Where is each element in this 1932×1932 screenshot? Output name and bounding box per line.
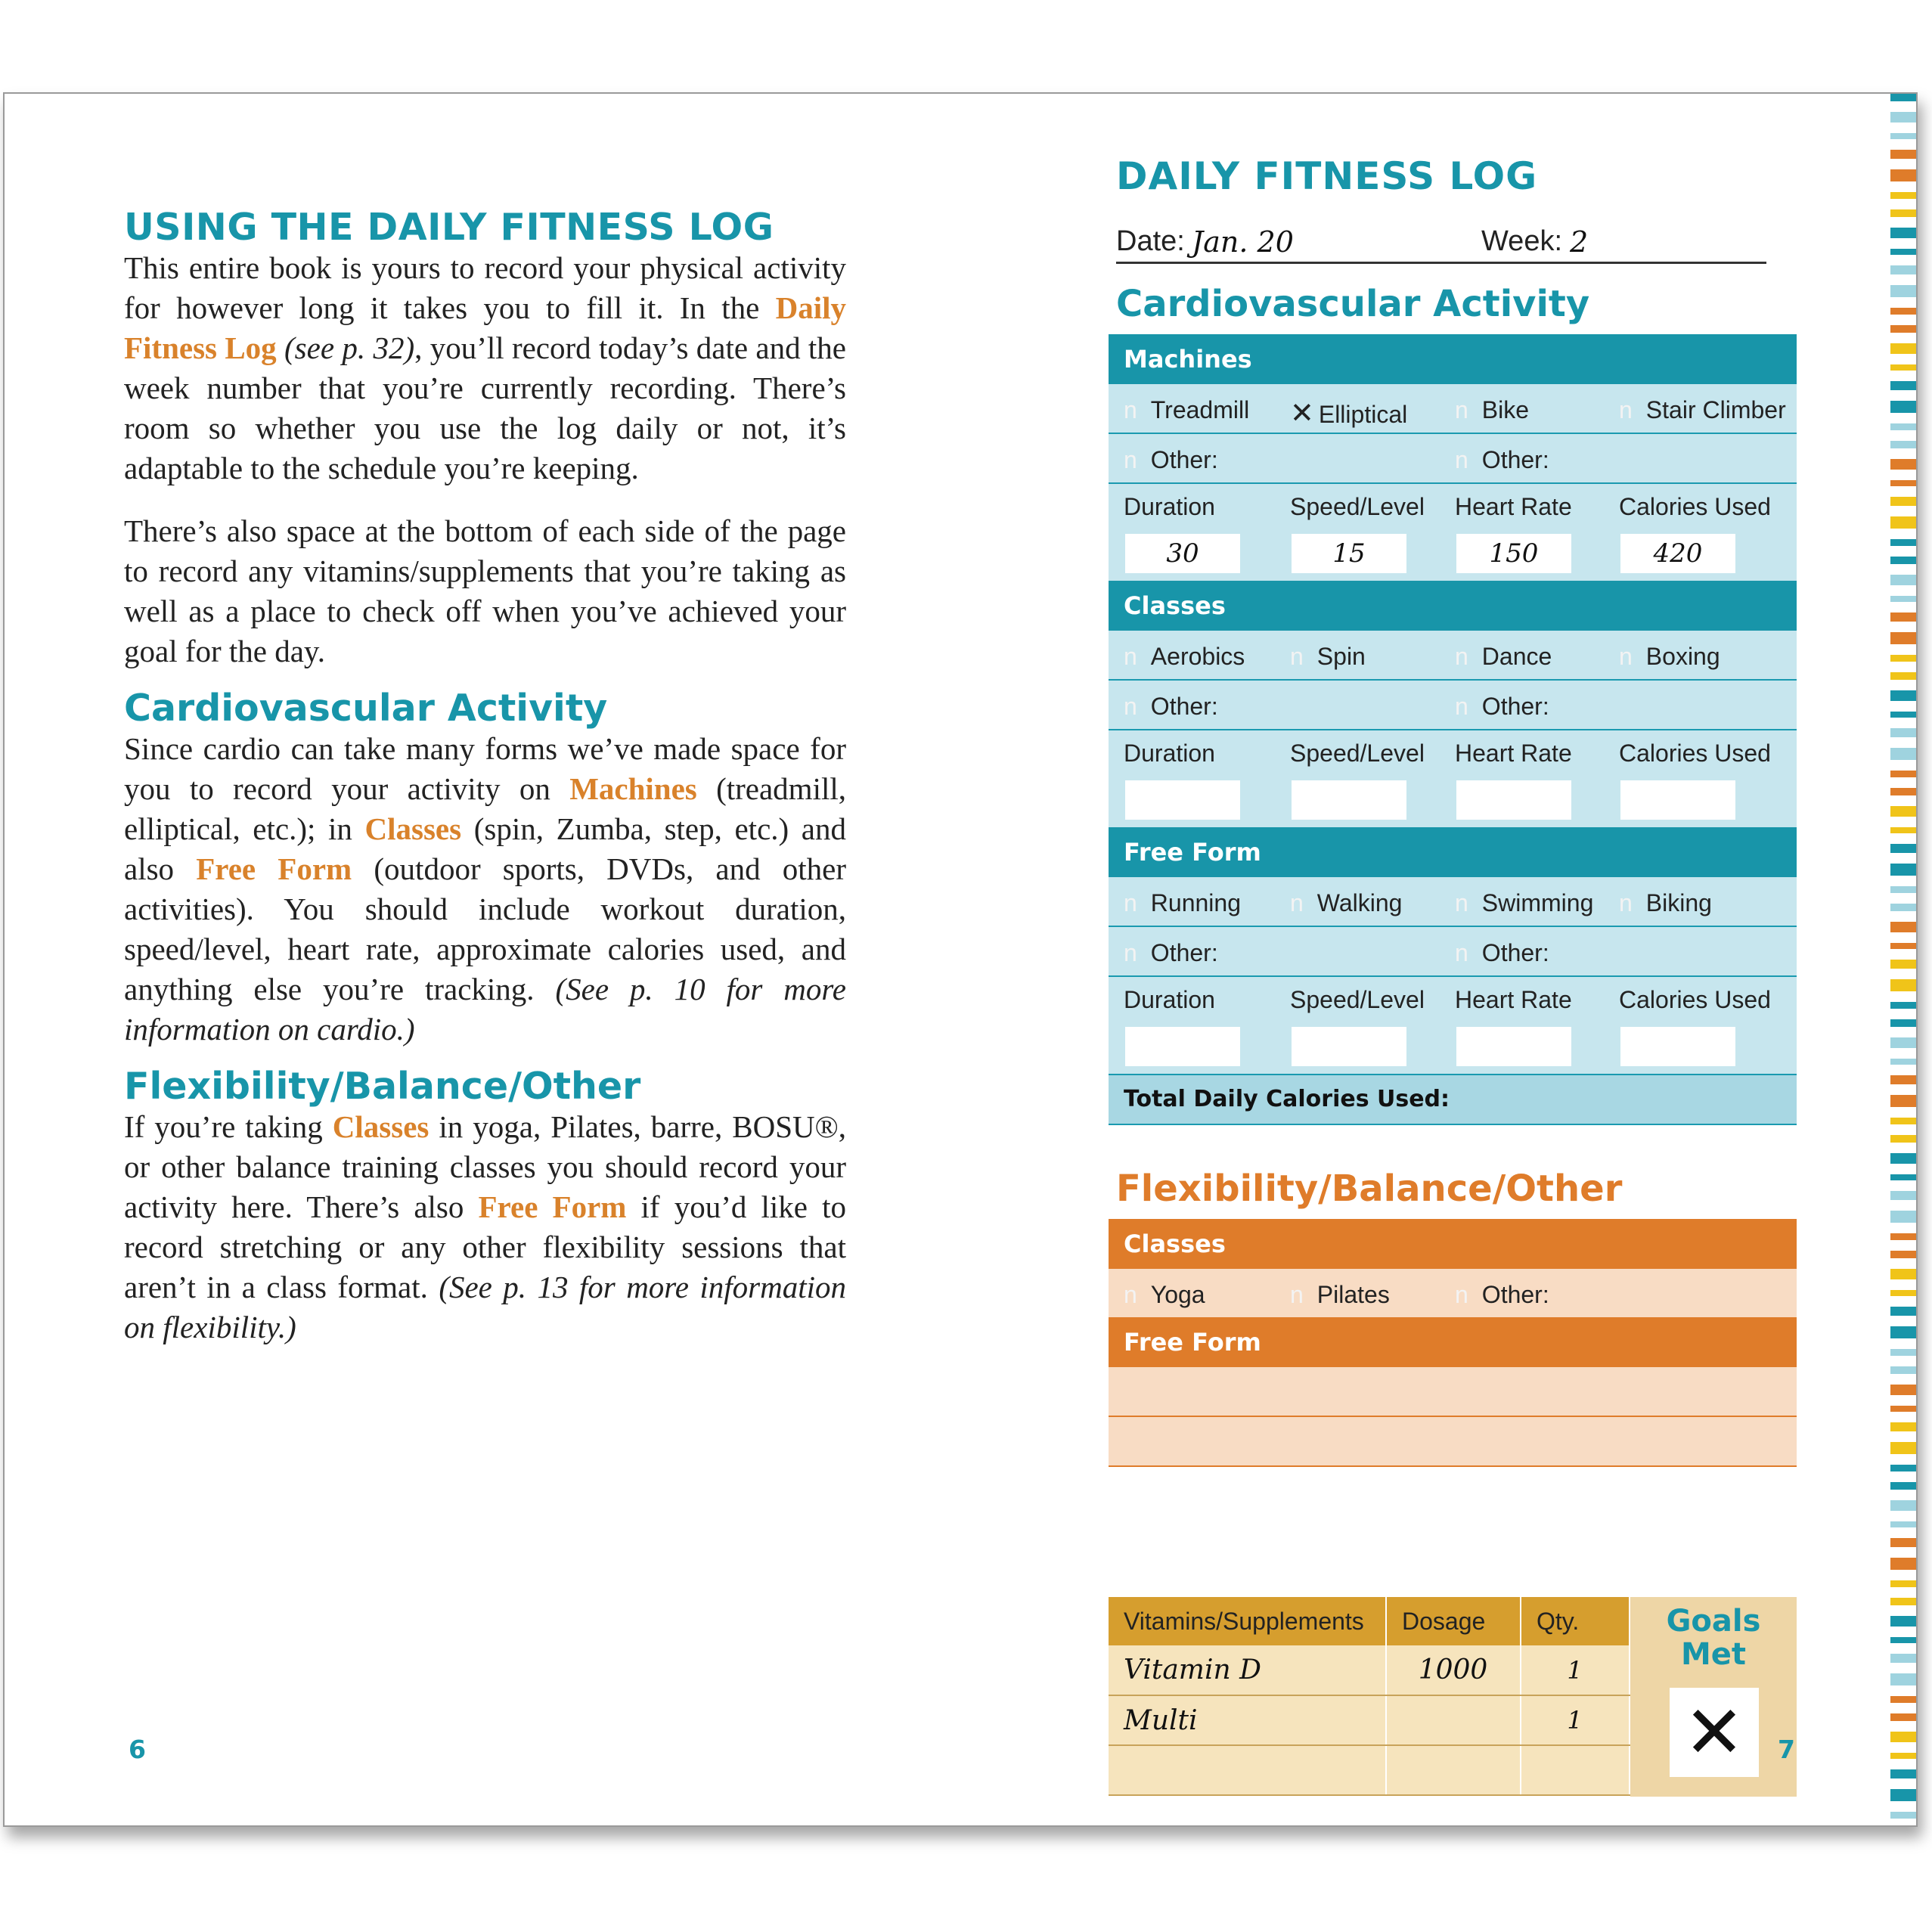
stripe [1890,1251,1918,1258]
duration-input[interactable]: 30 [1125,534,1240,573]
stripe [1890,788,1918,795]
flex-classes-term: Classes [332,1109,430,1144]
stripe [1890,1095,1918,1107]
stripe [1890,672,1918,680]
stripe [1890,655,1918,662]
stat-label-heart-rate: Heart Rate [1455,986,1572,1013]
intro-text-a: This entire book is yours to record your physical activity for however long it takes you to fill it. In the [124,250,846,325]
date-week-line [1116,222,1766,264]
speed-input[interactable] [1292,780,1406,820]
other-label: Other: [1481,939,1549,966]
option-label: Other: [1481,1281,1549,1308]
option-boxing[interactable] [1619,643,1720,671]
flex-classes-header: Classes [1109,1219,1797,1269]
stripe [1890,265,1918,274]
cardio-section-title: Cardiovascular Activity [1116,283,1590,325]
stripe [1890,228,1918,238]
stripe [1890,1713,1918,1721]
option-other[interactable] [1455,1281,1549,1309]
stripe [1890,381,1918,390]
stripe [1890,285,1918,297]
flex-freeform-term: Free Form [478,1189,627,1224]
stripe [1890,1442,1918,1454]
week-label: Week: [1481,225,1563,257]
calories-input[interactable] [1620,780,1735,820]
stripe [1890,1789,1918,1801]
flex-classes-row [1109,1269,1797,1317]
flex-freeform-header: Free Form [1109,1317,1797,1367]
stat-label-calories: Calories Used [1619,740,1771,767]
stat-label-speed: Speed/Level [1290,740,1425,767]
calories-input[interactable]: 420 [1620,534,1735,573]
classes-other-row [1109,681,1797,730]
stat-label-heart-rate: Heart Rate [1455,740,1572,767]
option-pilates[interactable] [1290,1281,1390,1309]
stripe [1890,1598,1918,1605]
flex-note: (See p. 13 for more information on flexibility.) [124,1269,846,1344]
vitamins-table [1109,1597,1630,1796]
stripe [1890,1580,1918,1587]
stripe [1890,308,1918,315]
heart-rate-input[interactable] [1456,1027,1571,1066]
vitamin-name-cell[interactable]: Vitamin D [1109,1645,1386,1695]
stripe [1890,1135,1918,1143]
stripe [1890,728,1918,737]
heart-rate-input[interactable] [1456,780,1571,820]
stripe [1890,1673,1918,1685]
cardio-text-c: (spin, Zumba, step, etc.) and also [124,811,846,886]
flex-freeform-line[interactable] [1109,1367,1797,1417]
stripe [1890,192,1918,199]
other-field[interactable] [1124,446,1218,474]
option-label: Walking [1316,889,1403,916]
log-title: DAILY FITNESS LOG [1116,154,1538,198]
table-row [1109,1695,1630,1745]
checkbox-icon[interactable]: n [1455,939,1468,966]
stripe [1890,441,1918,448]
checkbox-icon[interactable]: n [1455,643,1468,670]
checkbox-icon[interactable]: n [1619,889,1633,916]
stripe [1890,690,1918,701]
stripe [1890,1482,1918,1490]
left-heading: USING THE DAILY FITNESS LOG [124,206,774,249]
stat-label-duration: Duration [1124,986,1215,1013]
book-spread [3,92,1918,1827]
stripe [1890,1521,1918,1527]
stripe [1890,922,1918,932]
stripe [1890,632,1918,644]
dosage-cell[interactable] [1386,1695,1521,1745]
right-page-number: 7 [1778,1735,1795,1764]
checkbox-icon[interactable]: n [1455,396,1468,423]
stripe [1890,1290,1918,1296]
option-dance[interactable] [1455,643,1552,671]
stripe [1890,133,1918,139]
checkbox-icon[interactable]: n [1124,889,1137,916]
stripe [1890,169,1918,181]
stripe [1890,1753,1918,1759]
freeform-other-row [1109,927,1797,977]
option-yoga[interactable] [1124,1281,1205,1309]
stripe [1890,943,1918,949]
stripe [1890,1191,1918,1200]
stripe [1890,1422,1918,1431]
dosage-col-header: Dosage [1386,1597,1521,1645]
intro-paragraph [124,248,846,488]
checkbox-icon[interactable]: n [1455,889,1468,916]
flex-text-b: in yoga, Pilates, barre, BOSU®, or other balance training classes you should record your activity here. There’s also [124,1109,846,1224]
table-row [1109,1645,1630,1695]
duration-input[interactable] [1125,1027,1240,1066]
stripe [1890,1812,1918,1819]
other-field[interactable] [1124,939,1218,967]
checkbox-icon[interactable]: n [1455,693,1468,720]
option-label: Pilates [1316,1281,1390,1308]
machines-options-row [1109,384,1797,434]
stripe [1890,1500,1918,1511]
qty-cell[interactable] [1521,1745,1630,1795]
option-label: Running [1150,889,1241,916]
stripe [1890,1307,1918,1316]
stripe [1890,1637,1918,1643]
stripe [1890,827,1918,833]
stripe [1890,516,1918,529]
classes-options-row [1109,631,1797,681]
stat-label-duration: Duration [1124,493,1215,520]
stripe [1890,1406,1918,1412]
other-field[interactable] [1455,446,1549,474]
flex-text-c: if you’d like to record stretching or any other flexibility sessions that aren’t in a class format. [124,1189,846,1304]
dosage-cell[interactable]: 1000 [1386,1645,1521,1695]
left-page-number: 6 [129,1735,146,1764]
checkbox-icon[interactable]: n [1455,446,1468,473]
stripe [1890,712,1918,718]
stripe [1890,1233,1918,1240]
vitamin-name-cell[interactable]: Multi [1109,1695,1386,1745]
speed-input[interactable]: 15 [1292,534,1406,573]
checkbox-icon[interactable]: n [1290,1281,1304,1308]
other-field[interactable] [1455,939,1549,967]
other-field[interactable] [1124,693,1218,721]
cardio-heading: Cardiovascular Activity [124,686,608,730]
option-walking[interactable] [1290,889,1402,917]
stripe [1890,249,1918,255]
flex-text-a: If you’re taking [124,1109,333,1144]
classes-header: Classes [1109,581,1797,631]
cardio-text-b: (treadmill, elliptical, etc.); in [124,771,846,846]
option-label: Aerobics [1150,643,1245,670]
stripe [1890,1654,1918,1663]
stat-label-calories: Calories Used [1619,986,1771,1013]
stripe [1890,1558,1918,1570]
stripe [1890,844,1918,853]
cardio-text-a: Since cardio can take many forms we’ve made space for you to record your activity on [124,730,846,806]
other-label: Other: [1481,446,1549,473]
stripe [1890,539,1918,546]
week-value[interactable]: 2 [1570,225,1589,259]
daily-fitness-log-term: Daily Fitness Log [124,290,846,365]
stripe [1890,325,1918,333]
goals-met-panel [1630,1597,1797,1797]
total-calories-row[interactable]: Total Daily Calories Used: [1109,1074,1797,1125]
stripe [1890,1326,1918,1338]
stripe [1890,1732,1918,1742]
checkbox-icon[interactable]: n [1290,643,1304,670]
qty-cell[interactable]: 1 [1521,1695,1630,1745]
option-bike[interactable] [1455,396,1529,424]
flex-paragraph [124,1107,846,1347]
checkbox-icon[interactable]: n [1124,939,1137,966]
option-treadmill[interactable] [1124,396,1249,424]
qty-cell[interactable]: 1 [1521,1645,1630,1695]
intro-page-ref: (see p. 32) [284,330,415,365]
stripe [1890,1037,1918,1048]
cardio-text-d: (outdoor sports, DVDs, and other activities). You should include workout duration, speed/level, heart rate, approximate calories used, and anything else you’re tracking. [124,851,846,1006]
option-label: Biking [1645,889,1712,916]
stripe [1890,1118,1918,1124]
option-label: Yoga [1150,1281,1205,1308]
option-aerobics[interactable] [1124,643,1245,671]
stripe [1890,1019,1918,1027]
checkmark-icon[interactable]: ✕ [1290,398,1314,430]
stripe [1890,401,1918,413]
option-label: Spin [1316,643,1366,670]
heart-rate-input[interactable]: 150 [1456,534,1571,573]
intro-text-b: , you’ll record today’s date and the week number that you’re currently recording. There’s room so whether you use the log daily or not, it’s adaptable to the schedule you’re keeping. [124,330,846,485]
supplements-paragraph: There’s also space at the bottom of each side of the page to record any vitamins/supplements that you’re taking as well as a place to check off when you’ve achieved your goal for the day. [124,513,846,668]
goals-title-line-1: Goals [1666,1604,1761,1639]
option-label: Dance [1481,643,1552,670]
stripe [1890,748,1918,760]
stripe [1890,1385,1918,1395]
stripe [1890,459,1918,470]
stripe [1890,1349,1918,1356]
stat-label-duration: Duration [1124,740,1215,767]
stripe [1890,904,1918,911]
option-biking[interactable] [1619,889,1712,917]
stripe [1890,1269,1918,1279]
stripe [1890,979,1918,991]
flex-heading: Flexibility/Balance/Other [124,1064,641,1108]
stripe [1890,864,1918,876]
freeform-stats-row [1109,977,1797,1074]
other-label: Other: [1150,939,1218,966]
other-label: Other: [1150,693,1218,720]
option-label: Stair Climber [1645,396,1786,423]
stripe [1890,1465,1918,1471]
flex-section-title: Flexibility/Balance/Other [1116,1168,1623,1210]
stripe [1890,150,1918,159]
stat-label-heart-rate: Heart Rate [1455,493,1572,520]
goals-met-checkbox[interactable]: ✕ [1670,1688,1759,1777]
flex-freeform-line[interactable] [1109,1417,1797,1467]
option-spin[interactable] [1290,643,1366,671]
stripe [1890,596,1918,602]
stripe [1890,94,1918,101]
classes-term: Classes [364,811,462,846]
stripe [1890,575,1918,585]
stripe [1890,480,1918,486]
checkbox-icon[interactable]: n [1124,1281,1137,1308]
vitamin-name-cell[interactable] [1109,1745,1386,1795]
option-label: Boxing [1645,643,1720,670]
stripe [1890,771,1918,777]
decorative-stripes [1890,94,1918,1825]
stripe [1890,1769,1918,1778]
stripe [1890,1075,1918,1084]
date-label: Date: [1116,225,1185,257]
checkbox-icon[interactable]: n [1619,643,1633,670]
table-row [1109,1745,1630,1795]
vitamins-header-row [1109,1597,1630,1645]
qty-col-header: Qty. [1521,1597,1630,1645]
option-stair-climber[interactable] [1619,396,1786,424]
checkbox-icon[interactable]: n [1455,1281,1468,1308]
goals-title-line-2: Met [1680,1637,1747,1672]
stripe [1890,364,1918,371]
freeform-term: Free Form [196,851,352,886]
checkbox-icon[interactable]: n [1124,446,1137,473]
dosage-cell[interactable] [1386,1745,1521,1795]
stripe [1890,1002,1918,1009]
option-label: Swimming [1481,889,1594,916]
option-running[interactable] [1124,889,1241,917]
other-field[interactable] [1455,693,1549,721]
cardio-note: (See p. 10 for more information on cardio.) [124,971,847,1047]
stripe [1890,423,1918,430]
cardio-table [1109,334,1797,1125]
option-label: Bike [1481,396,1530,423]
checkbox-icon[interactable]: n [1124,396,1137,423]
left-page [124,207,846,1347]
speed-input[interactable] [1292,1027,1406,1066]
stripe [1890,1211,1918,1223]
stat-label-speed: Speed/Level [1290,493,1425,520]
stripe [1890,1538,1918,1547]
stat-label-calories: Calories Used [1619,493,1771,520]
machines-stats-row [1109,484,1797,581]
stripe [1890,1616,1918,1627]
other-label: Other: [1481,693,1549,720]
stripe [1890,960,1918,969]
machines-header: Machines [1109,334,1797,384]
stripe [1890,806,1918,817]
checkbox-icon[interactable]: n [1619,396,1633,423]
stripe [1890,112,1918,122]
checkbox-icon[interactable]: n [1124,693,1137,720]
option-label: Treadmill [1150,396,1250,423]
stripe [1890,1174,1918,1180]
freeform-options-row [1109,877,1797,927]
checkbox-icon[interactable]: n [1290,889,1304,916]
goals-met-title [1630,1605,1797,1671]
stripe [1890,1153,1918,1164]
calories-input[interactable] [1620,1027,1735,1066]
classes-stats-row [1109,730,1797,827]
freeform-header: Free Form [1109,827,1797,877]
stripe [1890,1366,1918,1374]
date-value[interactable]: Jan. 20 [1192,225,1294,259]
vitamins-col-header: Vitamins/Supplements [1109,1597,1386,1645]
machines-term: Machines [569,771,697,806]
checkbox-icon[interactable]: n [1124,643,1137,670]
stripe [1890,612,1918,622]
stat-label-speed: Speed/Level [1290,986,1425,1013]
machines-other-row [1109,434,1797,484]
flex-table [1109,1219,1797,1467]
duration-input[interactable] [1125,780,1240,820]
stripe [1890,343,1918,354]
other-label: Other: [1150,446,1218,473]
option-swimming[interactable] [1455,889,1593,917]
stripe [1890,1059,1918,1065]
stripe [1890,209,1918,217]
stripe [1890,497,1918,506]
option-elliptical[interactable] [1290,396,1407,430]
stripe [1890,557,1918,564]
stripe [1890,1696,1918,1703]
cardio-paragraph [124,729,846,1050]
option-label: Elliptical [1318,401,1408,428]
stripe [1890,886,1918,893]
